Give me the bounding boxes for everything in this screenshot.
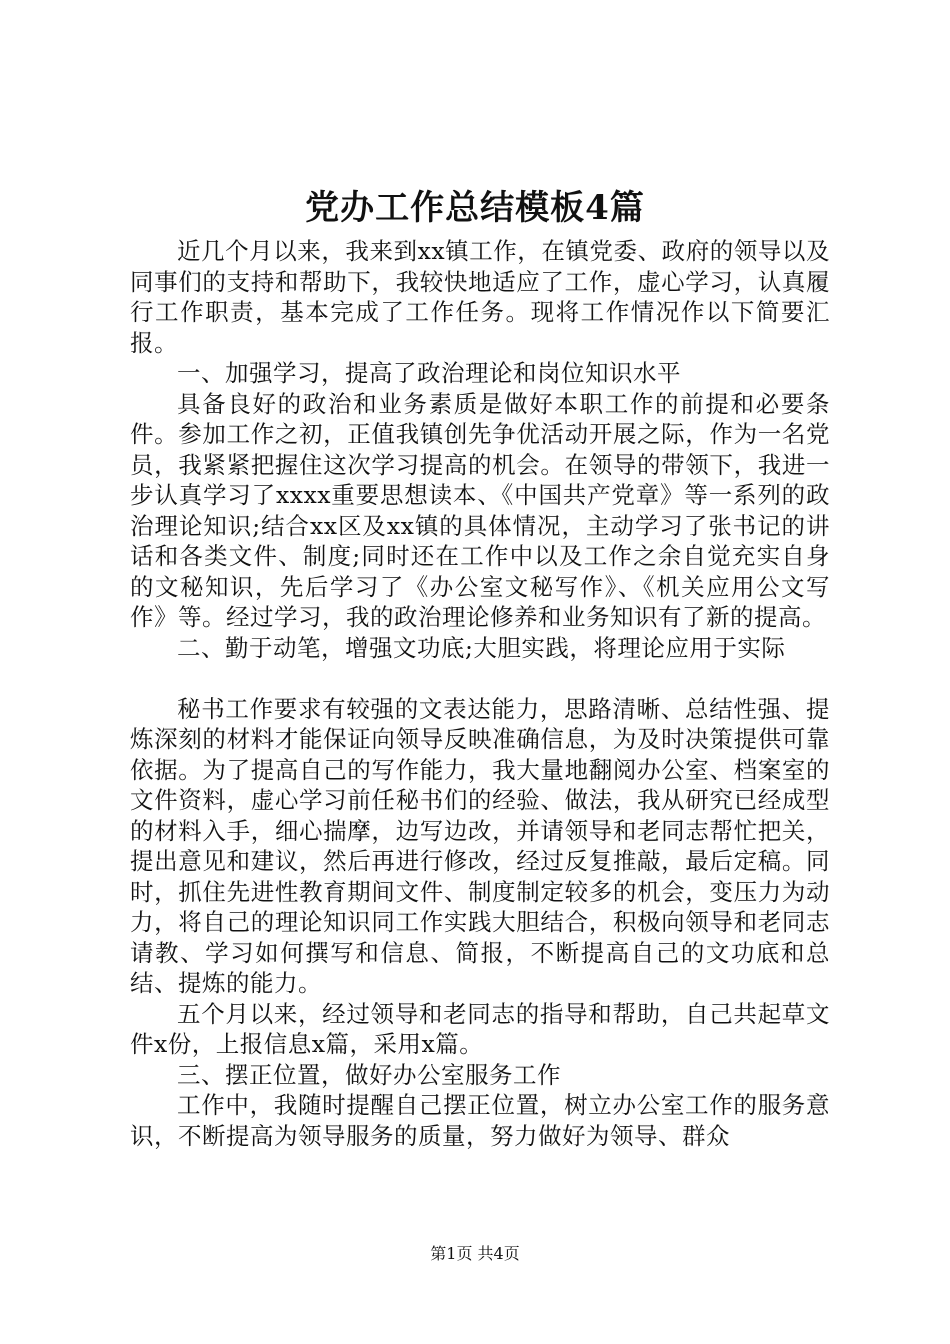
blank-line xyxy=(130,663,830,694)
section-2-paragraph: 秘书工作要求有较强的文表达能力，思路清晰、总结性强、提炼深刻的材料才能保证向领导反映准确信息，为及时决策提供可靠依据。为了提高自己的写作能力，我大量地翻阅办公室、档案室的文件资料，虚心学习前任秘书们的经验、做法，我从研究已经成型的材料入手，细心揣摩，边写边改，并请领导和老同志帮忙把关，提出意见和建议，然后再进行修改，经过反复推敲，最后定稿。同时，抓住先进性教育期间文件、制度制定较多的机会，变压力为动力，将自己的理论知识同工作实践大胆结合，积极向领导和老同志请教、学习如何撰写和信息、简报，不断提高自己的文功底和总结、提炼的能力。 xyxy=(130,694,830,997)
document-body xyxy=(130,236,830,1151)
section-heading-3: 三、摆正位置，做好办公室服务工作 xyxy=(177,1060,561,1089)
section-2-summary-paragraph: 五个月以来，经过领导和老同志的指导和帮助，自己共起草文件x份，上报信息x篇，采用x篇。 xyxy=(130,999,830,1058)
section-3-paragraph: 工作中，我随时提醒自己摆正位置，树立办公室工作的服务意识，不断提高为领导服务的质量，努力做好为领导、群众 xyxy=(130,1091,830,1150)
page-number-footer: 第1页 共4页 xyxy=(430,1244,520,1263)
section-1-paragraph: 具备良好的政治和业务素质是做好本职工作的前提和必要条件。参加工作之初，正值我镇创先争优活动开展之际，作为一名党员，我紧紧把握住这次学习提高的机会。在领导的带领下，我进一步认真学习了xxxx重要思想读本、《中国共产党章》等一系列的政治理论知识;结合xx区及xx镇的具体情况，主动学习了张书记的讲话和各类文件、制度;同时还在工作中以及工作之余自觉充实自身的文秘知识，先后学习了《办公室文秘写作》、《机关应用公文写作》等。经过学习，我的政治理论修养和业务知识有了新的提高。 xyxy=(130,389,830,631)
section-heading-1: 一、加强学习，提高了政治理论和岗位知识水平 xyxy=(177,359,681,387)
intro-paragraph: 近几个月以来，我来到xx镇工作，在镇党委、政府的领导以及同事们的支持和帮助下，我较快地适应了工作，虚心学习，认真履行工作职责，基本完成了工作任务。现将工作情况作以下简要汇报。 xyxy=(130,237,830,357)
section-heading-2: 二、勤于动笔，增强文功底;大胆实践，将理论应用于实际 xyxy=(177,633,786,662)
document-title: 党办工作总结模板4篇 xyxy=(305,188,645,228)
